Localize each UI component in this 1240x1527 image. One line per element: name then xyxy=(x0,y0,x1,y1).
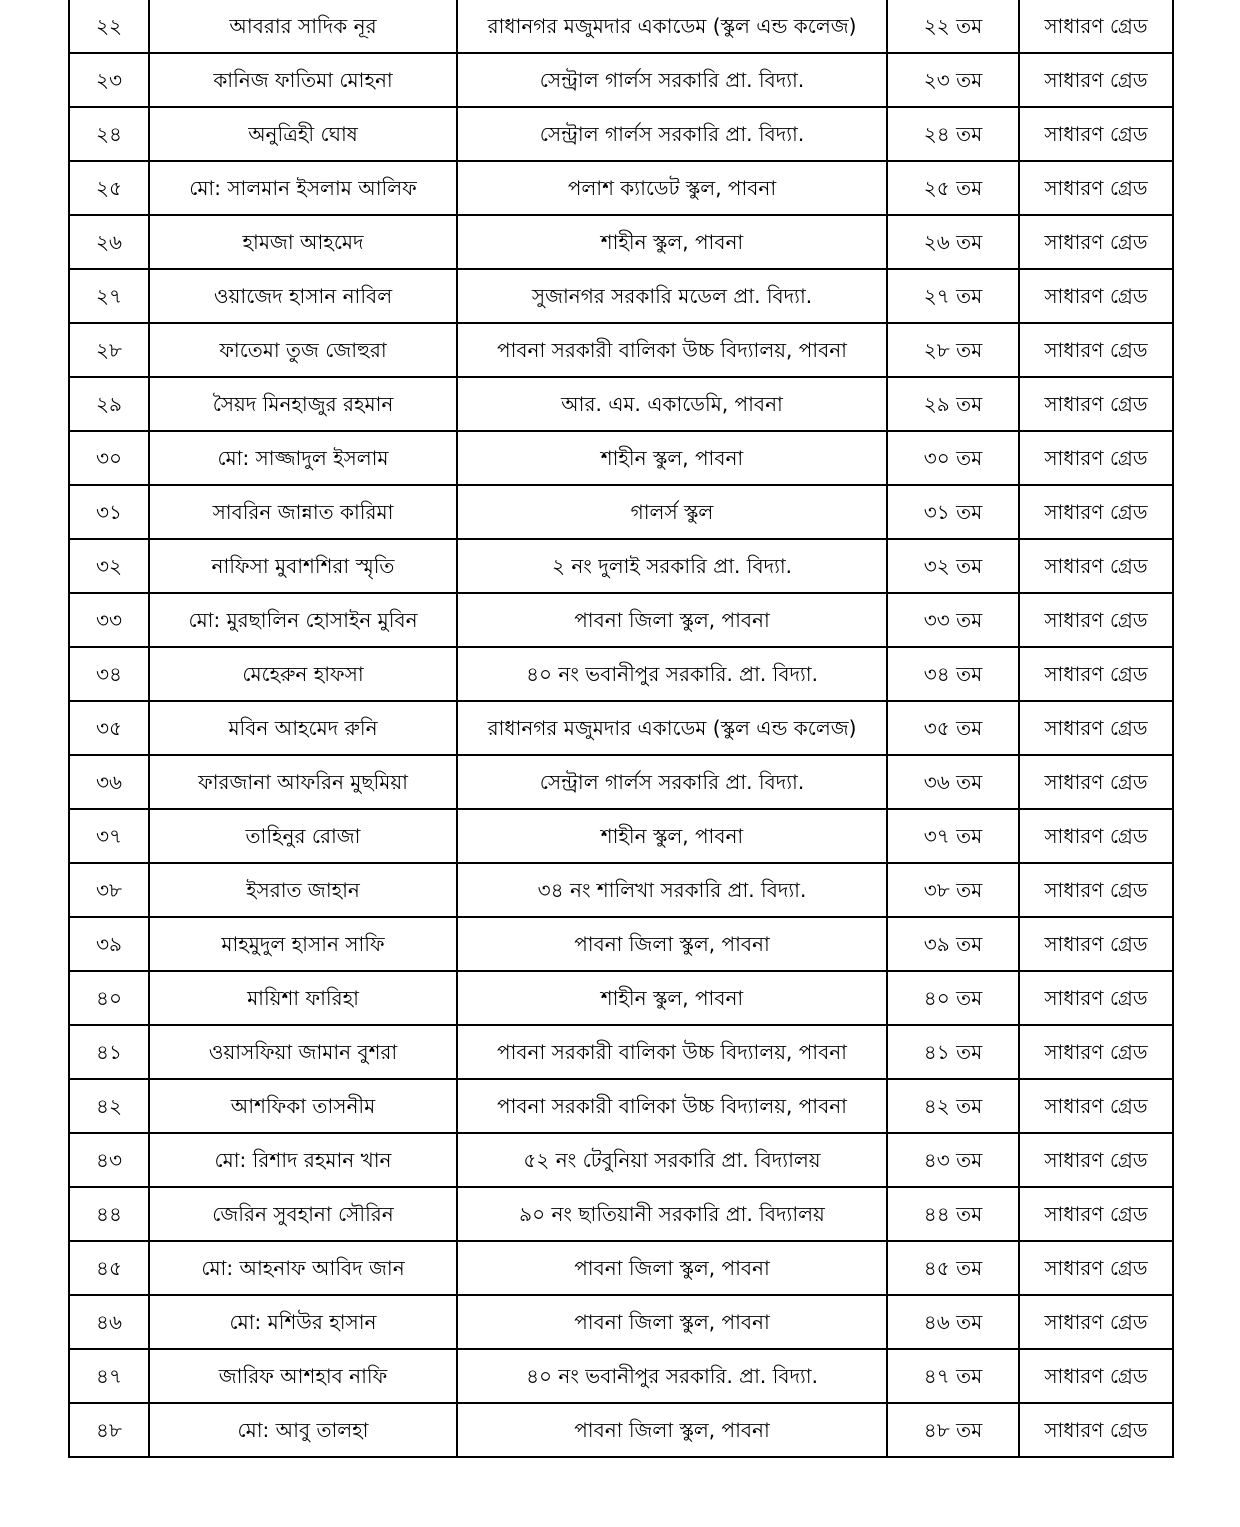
student-name-cell: তাহিনুর রোজা xyxy=(149,809,457,863)
serial-number-cell: ৪০ xyxy=(69,971,149,1025)
merit-position-cell: ৩৯ তম xyxy=(887,917,1019,971)
merit-position-cell: ২৯ তম xyxy=(887,377,1019,431)
table-row xyxy=(69,323,1173,377)
table-row xyxy=(69,1025,1173,1079)
table-row xyxy=(69,0,1173,53)
table-row xyxy=(69,269,1173,323)
serial-number-cell: ৪২ xyxy=(69,1079,149,1133)
school-name-cell: সেন্ট্রাল গার্লস সরকারি প্রা. বিদ্যা. xyxy=(457,53,887,107)
serial-number-cell: ৩৯ xyxy=(69,917,149,971)
table-row xyxy=(69,863,1173,917)
scholarship-grade-cell: সাধারণ গ্রেড xyxy=(1019,431,1173,485)
table-row xyxy=(69,107,1173,161)
scholarship-grade-cell: সাধারণ গ্রেড xyxy=(1019,377,1173,431)
student-name-cell: কানিজ ফাতিমা মোহনা xyxy=(149,53,457,107)
school-name-cell: রাধানগর মজুমদার একাডেম (স্কুল এন্ড কলেজ) xyxy=(457,701,887,755)
merit-position-cell: ২৬ তম xyxy=(887,215,1019,269)
serial-number-cell: ৪৩ xyxy=(69,1133,149,1187)
serial-number-cell: ৩১ xyxy=(69,485,149,539)
merit-position-cell: ২৪ তম xyxy=(887,107,1019,161)
merit-position-cell: ৪৭ তম xyxy=(887,1349,1019,1403)
school-name-cell: পলাশ ক্যাডেট স্কুল, পাবনা xyxy=(457,161,887,215)
scholarship-grade-cell: সাধারণ গ্রেড xyxy=(1019,161,1173,215)
scholarship-grade-cell: সাধারণ গ্রেড xyxy=(1019,1079,1173,1133)
merit-position-cell: ৪৫ তম xyxy=(887,1241,1019,1295)
table-row xyxy=(69,1241,1173,1295)
merit-position-cell: ৩৮ তম xyxy=(887,863,1019,917)
scholarship-grade-cell: সাধারণ গ্রেড xyxy=(1019,1187,1173,1241)
serial-number-cell: ৪৮ xyxy=(69,1403,149,1457)
school-name-cell: পাবনা জিলা স্কুল, পাবনা xyxy=(457,1403,887,1457)
merit-position-cell: ৩৭ তম xyxy=(887,809,1019,863)
table-row xyxy=(69,917,1173,971)
table-row xyxy=(69,647,1173,701)
scholarship-grade-cell: সাধারণ গ্রেড xyxy=(1019,0,1173,53)
school-name-cell: ৩৪ নং শালিখা সরকারি প্রা. বিদ্যা. xyxy=(457,863,887,917)
student-name-cell: মাহমুদুল হাসান সাফি xyxy=(149,917,457,971)
student-name-cell: মায়িশা ফারিহা xyxy=(149,971,457,1025)
merit-position-cell: ৩৫ তম xyxy=(887,701,1019,755)
student-name-cell: ওয়াজেদ হাসান নাবিল xyxy=(149,269,457,323)
school-name-cell: শাহীন স্কুল, পাবনা xyxy=(457,215,887,269)
merit-position-cell: ২৫ তম xyxy=(887,161,1019,215)
serial-number-cell: ৩৬ xyxy=(69,755,149,809)
serial-number-cell: ৩৪ xyxy=(69,647,149,701)
serial-number-cell: ২৬ xyxy=(69,215,149,269)
school-name-cell: পাবনা জিলা স্কুল, পাবনা xyxy=(457,1241,887,1295)
student-name-cell: জেরিন সুবহানা সৌরিন xyxy=(149,1187,457,1241)
serial-number-cell: ২২ xyxy=(69,0,149,53)
merit-position-cell: ৩১ তম xyxy=(887,485,1019,539)
serial-number-cell: ৪৫ xyxy=(69,1241,149,1295)
serial-number-cell: ৪৭ xyxy=(69,1349,149,1403)
table-row xyxy=(69,1133,1173,1187)
serial-number-cell: ৪৪ xyxy=(69,1187,149,1241)
student-name-cell: ফারজানা আফরিন মুছমিয়া xyxy=(149,755,457,809)
merit-position-cell: ৩৩ তম xyxy=(887,593,1019,647)
table-row xyxy=(69,1079,1173,1133)
school-name-cell: সুজানগর সরকারি মডেল প্রা. বিদ্যা. xyxy=(457,269,887,323)
merit-position-cell: ৪২ তম xyxy=(887,1079,1019,1133)
scholarship-grade-cell: সাধারণ গ্রেড xyxy=(1019,215,1173,269)
school-name-cell: শাহীন স্কুল, পাবনা xyxy=(457,809,887,863)
merit-position-cell: ২৭ তম xyxy=(887,269,1019,323)
serial-number-cell: ২৫ xyxy=(69,161,149,215)
serial-number-cell: ২৩ xyxy=(69,53,149,107)
table-row xyxy=(69,377,1173,431)
serial-number-cell: ৩৭ xyxy=(69,809,149,863)
scholarship-grade-cell: সাধারণ গ্রেড xyxy=(1019,539,1173,593)
school-name-cell: শাহীন স্কুল, পাবনা xyxy=(457,971,887,1025)
school-name-cell: পাবনা সরকারী বালিকা উচ্চ বিদ্যালয়, পাবনা xyxy=(457,1079,887,1133)
school-name-cell: ৪০ নং ভবানীপুর সরকারি. প্রা. বিদ্যা. xyxy=(457,1349,887,1403)
student-name-cell: ইসরাত জাহান xyxy=(149,863,457,917)
merit-position-cell: ২২ তম xyxy=(887,0,1019,53)
scholarship-grade-cell: সাধারণ গ্রেড xyxy=(1019,323,1173,377)
table-row xyxy=(69,215,1173,269)
merit-position-cell: ৪০ তম xyxy=(887,971,1019,1025)
student-name-cell: আশফিকা তাসনীম xyxy=(149,1079,457,1133)
serial-number-cell: ২৪ xyxy=(69,107,149,161)
table-row xyxy=(69,971,1173,1025)
scholarship-grade-cell: সাধারণ গ্রেড xyxy=(1019,107,1173,161)
scholarship-grade-cell: সাধারণ গ্রেড xyxy=(1019,701,1173,755)
scholarship-grade-cell: সাধারণ গ্রেড xyxy=(1019,1133,1173,1187)
school-name-cell: গালর্স স্কুল xyxy=(457,485,887,539)
result-table xyxy=(68,0,1174,1458)
school-name-cell: পাবনা জিলা স্কুল, পাবনা xyxy=(457,917,887,971)
student-name-cell: মো: মুরছালিন হোসাইন মুবিন xyxy=(149,593,457,647)
serial-number-cell: ৩৮ xyxy=(69,863,149,917)
table-row xyxy=(69,431,1173,485)
student-name-cell: মো: সাজ্জাদুল ইসলাম xyxy=(149,431,457,485)
table-row xyxy=(69,53,1173,107)
result-table-body xyxy=(69,0,1173,1457)
table-row xyxy=(69,701,1173,755)
serial-number-cell: ৩৫ xyxy=(69,701,149,755)
scholarship-grade-cell: সাধারণ গ্রেড xyxy=(1019,971,1173,1025)
merit-position-cell: ৩২ তম xyxy=(887,539,1019,593)
scholarship-grade-cell: সাধারণ গ্রেড xyxy=(1019,53,1173,107)
table-row xyxy=(69,1403,1173,1457)
school-name-cell: সেন্ট্রাল গার্লস সরকারি প্রা. বিদ্যা. xyxy=(457,755,887,809)
school-name-cell: পাবনা সরকারী বালিকা উচ্চ বিদ্যালয়, পাবনা xyxy=(457,323,887,377)
school-name-cell: সেন্ট্রাল গার্লস সরকারি প্রা. বিদ্যা. xyxy=(457,107,887,161)
student-name-cell: হামজা আহমেদ xyxy=(149,215,457,269)
school-name-cell: পাবনা সরকারী বালিকা উচ্চ বিদ্যালয়, পাবনা xyxy=(457,1025,887,1079)
serial-number-cell: ৩৩ xyxy=(69,593,149,647)
school-name-cell: ৫২ নং টেবুনিয়া সরকারি প্রা. বিদ্যালয় xyxy=(457,1133,887,1187)
merit-position-cell: ৪৩ তম xyxy=(887,1133,1019,1187)
table-row xyxy=(69,809,1173,863)
student-name-cell: মো: মশিউর হাসান xyxy=(149,1295,457,1349)
scholarship-grade-cell: সাধারণ গ্রেড xyxy=(1019,809,1173,863)
table-row xyxy=(69,485,1173,539)
serial-number-cell: ৩০ xyxy=(69,431,149,485)
school-name-cell: ৯০ নং ছাতিয়ানী সরকারি প্রা. বিদ্যালয় xyxy=(457,1187,887,1241)
merit-position-cell: ৩৪ তম xyxy=(887,647,1019,701)
table-row xyxy=(69,1295,1173,1349)
table-row xyxy=(69,1187,1173,1241)
merit-position-cell: ৩০ তম xyxy=(887,431,1019,485)
scholarship-grade-cell: সাধারণ গ্রেড xyxy=(1019,755,1173,809)
serial-number-cell: ৪৬ xyxy=(69,1295,149,1349)
scholarship-grade-cell: সাধারণ গ্রেড xyxy=(1019,269,1173,323)
table-row xyxy=(69,539,1173,593)
serial-number-cell: ২৯ xyxy=(69,377,149,431)
school-name-cell: ২ নং দুলাই সরকারি প্রা. বিদ্যা. xyxy=(457,539,887,593)
scholarship-grade-cell: সাধারণ গ্রেড xyxy=(1019,647,1173,701)
student-name-cell: মো: আহনাফ আবিদ জান xyxy=(149,1241,457,1295)
scholarship-grade-cell: সাধারণ গ্রেড xyxy=(1019,1295,1173,1349)
merit-position-cell: ২৮ তম xyxy=(887,323,1019,377)
merit-position-cell: ২৩ তম xyxy=(887,53,1019,107)
scholarship-grade-cell: সাধারণ গ্রেড xyxy=(1019,1403,1173,1457)
table-row xyxy=(69,755,1173,809)
merit-position-cell: ৪৮ তম xyxy=(887,1403,1019,1457)
table-row xyxy=(69,593,1173,647)
student-name-cell: সাবরিন জান্নাত কারিমা xyxy=(149,485,457,539)
student-name-cell: ওয়াসফিয়া জামান বুশরা xyxy=(149,1025,457,1079)
merit-position-cell: ৪৪ তম xyxy=(887,1187,1019,1241)
table-row xyxy=(69,161,1173,215)
student-name-cell: অনুত্রিহী ঘোষ xyxy=(149,107,457,161)
merit-position-cell: ৩৬ তম xyxy=(887,755,1019,809)
student-name-cell: আবরার সাদিক নূর xyxy=(149,0,457,53)
serial-number-cell: ৪১ xyxy=(69,1025,149,1079)
school-name-cell: শাহীন স্কুল, পাবনা xyxy=(457,431,887,485)
scholarship-grade-cell: সাধারণ গ্রেড xyxy=(1019,485,1173,539)
serial-number-cell: ২৮ xyxy=(69,323,149,377)
scholarship-grade-cell: সাধারণ গ্রেড xyxy=(1019,863,1173,917)
scholarship-grade-cell: সাধারণ গ্রেড xyxy=(1019,1241,1173,1295)
school-name-cell: ৪০ নং ভবানীপুর সরকারি. প্রা. বিদ্যা. xyxy=(457,647,887,701)
school-name-cell: রাধানগর মজুমদার একাডেম (স্কুল এন্ড কলেজ) xyxy=(457,0,887,53)
school-name-cell: আর. এম. একাডেমি, পাবনা xyxy=(457,377,887,431)
merit-position-cell: ৪১ তম xyxy=(887,1025,1019,1079)
scholarship-grade-cell: সাধারণ গ্রেড xyxy=(1019,917,1173,971)
serial-number-cell: ২৭ xyxy=(69,269,149,323)
student-name-cell: সৈয়দ মিনহাজুর রহমান xyxy=(149,377,457,431)
school-name-cell: পাবনা জিলা স্কুল, পাবনা xyxy=(457,1295,887,1349)
scholarship-grade-cell: সাধারণ গ্রেড xyxy=(1019,593,1173,647)
school-name-cell: পাবনা জিলা স্কুল, পাবনা xyxy=(457,593,887,647)
student-name-cell: জারিফ আশহাব নাফি xyxy=(149,1349,457,1403)
scholarship-grade-cell: সাধারণ গ্রেড xyxy=(1019,1025,1173,1079)
table-row xyxy=(69,1349,1173,1403)
scholarship-grade-cell: সাধারণ গ্রেড xyxy=(1019,1349,1173,1403)
serial-number-cell: ৩২ xyxy=(69,539,149,593)
student-name-cell: মো: আবু তালহা xyxy=(149,1403,457,1457)
student-name-cell: ফাতেমা তুজ জোহুরা xyxy=(149,323,457,377)
merit-position-cell: ৪৬ তম xyxy=(887,1295,1019,1349)
student-name-cell: মো: রিশাদ রহমান খান xyxy=(149,1133,457,1187)
student-name-cell: নাফিসা মুবাশশিরা স্মৃতি xyxy=(149,539,457,593)
student-name-cell: মবিন আহমেদ রুনি xyxy=(149,701,457,755)
student-name-cell: মেহেরুন হাফসা xyxy=(149,647,457,701)
student-name-cell: মো: সালমান ইসলাম আলিফ xyxy=(149,161,457,215)
